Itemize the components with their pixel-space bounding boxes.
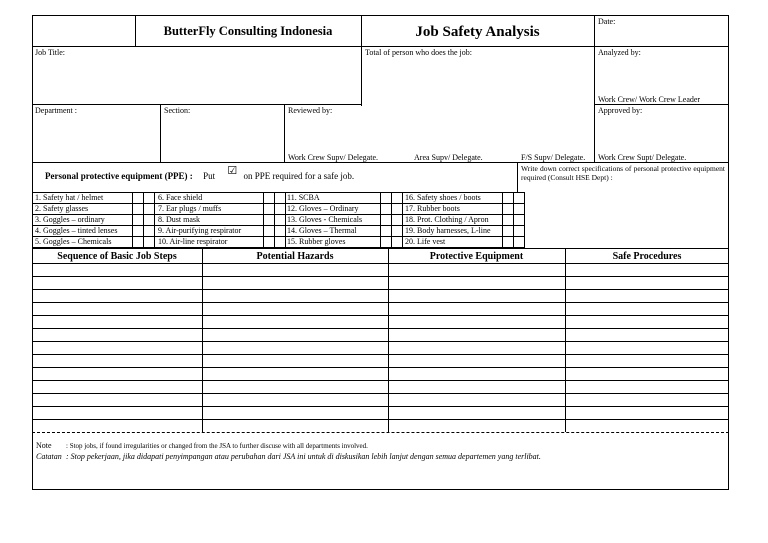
checkbox-icon: ☑ — [227, 165, 238, 177]
header-protective-equipment: Protective Equipment — [429, 251, 524, 262]
header-hazards: Potential Hazards — [256, 251, 334, 262]
table-row[interactable] — [32, 328, 729, 329]
approved-by-field[interactable]: Approved by: — [598, 106, 643, 115]
ppe-checkbox[interactable] — [513, 236, 525, 248]
ppe-checkbox[interactable] — [143, 236, 155, 248]
divider — [284, 192, 402, 193]
table-row[interactable] — [32, 315, 729, 316]
divider — [594, 15, 595, 162]
note-label: Note — [36, 441, 52, 450]
table-row[interactable] — [32, 419, 729, 420]
table-row[interactable] — [32, 380, 729, 381]
ppe-item-label: 3. Goggles – ordinary — [35, 215, 105, 224]
company-name: ButterFly Consulting Indonesia — [163, 24, 333, 38]
date-label[interactable]: Date: — [598, 17, 616, 26]
divider — [402, 192, 524, 193]
table-row[interactable] — [32, 289, 729, 290]
ppe-item-label: 17. Rubber boots — [405, 204, 460, 213]
ppe-item-label: 9. Air-purifying respirator — [158, 226, 242, 235]
table-row[interactable] — [32, 393, 729, 394]
divider — [402, 236, 502, 237]
divider — [594, 104, 729, 105]
job-title-field[interactable]: Job Title: — [35, 48, 66, 57]
table-row[interactable] — [32, 341, 729, 342]
header-safe-procedures: Safe Procedures — [612, 251, 682, 262]
area-supv-delegate-label: Area Supv/ Delegate. — [414, 153, 483, 162]
fs-supv-delegate-label: F/S Supv/ Delegate. — [521, 153, 586, 162]
ppe-item-label: 6. Face shield — [158, 193, 203, 202]
divider — [32, 236, 132, 237]
analyzed-by-field[interactable]: Analyzed by: — [598, 48, 641, 57]
ppe-put: Put — [203, 171, 216, 181]
ppe-item-label: 19. Body harnesses, L-line — [405, 226, 491, 235]
ppe-item-label: 14. Gloves – Thermal — [287, 226, 357, 235]
divider — [32, 162, 729, 163]
ppe-item-label: 12. Gloves – Ordinary — [287, 204, 359, 213]
ppe-item-label: 15. Rubber gloves — [287, 237, 346, 246]
ppe-item-label: 20. Life vest — [405, 237, 446, 246]
divider — [284, 203, 380, 204]
divider — [155, 236, 263, 237]
divider — [32, 46, 729, 47]
wc-supv-delegate-label: Work Crew Supv/ Delegate. — [288, 153, 378, 162]
divider — [155, 192, 285, 193]
ppe-item-label: 18. Prot. Clothing / Apron — [405, 215, 489, 224]
work-crew-leader-label: Work Crew/ Work Crew Leader — [598, 95, 701, 104]
note-text: : Stop jobs, if found irregularities or changed from the JSA to further discuse with all departments involved. — [66, 442, 368, 450]
divider — [284, 225, 380, 226]
divider — [32, 203, 132, 204]
divider — [284, 236, 380, 237]
table-row[interactable] — [32, 354, 729, 355]
ppe-item-label: 10. Air-line respirator — [158, 237, 228, 246]
ppe-item-label: 16. Safety shoes / boots — [405, 193, 481, 202]
header-job-steps: Sequence of Basic Job Steps — [57, 251, 177, 262]
department-field[interactable]: Department : — [35, 106, 77, 115]
wc-supt-delegate-label: Work Crew Supt/ Delegate. — [598, 153, 687, 162]
divider — [160, 104, 161, 162]
section-field[interactable]: Section: — [164, 106, 191, 115]
table-row[interactable] — [32, 302, 729, 303]
divider — [32, 214, 132, 215]
table-row[interactable] — [32, 276, 729, 277]
catatan-text: : Stop pekerjaan, jika didapati penyimpangan atau perubahan dari JSA ini untuk di diskusikan lebih lanjut dengan semua departemen yang terlibat. — [66, 452, 541, 461]
ppe-item-label: 2. Safety glasses — [35, 204, 89, 213]
divider — [155, 225, 263, 226]
divider — [32, 104, 362, 105]
divider — [32, 225, 132, 226]
ppe-item-label: 13. Gloves - Chemicals — [287, 215, 363, 224]
reviewed-by-field[interactable]: Reviewed by: — [288, 106, 333, 115]
ppe-item-label: 4. Goggles – tinted lenses — [35, 226, 118, 235]
divider — [284, 214, 380, 215]
divider — [32, 248, 729, 249]
catatan-label: Catatan — [36, 452, 62, 461]
ppe-label: Personal protective equipment (PPE) : — [45, 171, 193, 181]
ppe-item-label: 5. Goggles – Chemicals — [35, 237, 112, 246]
divider — [32, 192, 154, 193]
ppe-item-label: 8. Dust mask — [158, 215, 200, 224]
note-line — [36, 441, 368, 450]
divider — [284, 104, 285, 162]
ppe-instruction — [45, 165, 355, 182]
document-title: Job Safety Analysis — [415, 24, 540, 40]
table-row[interactable] — [32, 406, 729, 407]
ppe-item-label: 7. Ear plugs / muffs — [158, 204, 222, 213]
divider — [155, 214, 263, 215]
ppe-item-label: 1. Safety hat / helmet — [35, 193, 104, 202]
catatan-line — [36, 452, 541, 461]
ppe-required-text: on PPE required for a safe job. — [243, 171, 355, 181]
ppe-specification-note: Write down correct specifications of personal protective equipment required (Consult HSE Dept) : — [521, 164, 725, 182]
ppe-item-label: 11. SCBA — [287, 193, 320, 202]
divider — [402, 225, 502, 226]
divider — [155, 203, 263, 204]
table-row[interactable] — [32, 263, 729, 264]
divider — [32, 432, 729, 433]
divider — [402, 214, 502, 215]
total-persons-field[interactable]: Total of person who does the job: — [365, 48, 472, 57]
divider — [402, 203, 502, 204]
table-row[interactable] — [32, 367, 729, 368]
